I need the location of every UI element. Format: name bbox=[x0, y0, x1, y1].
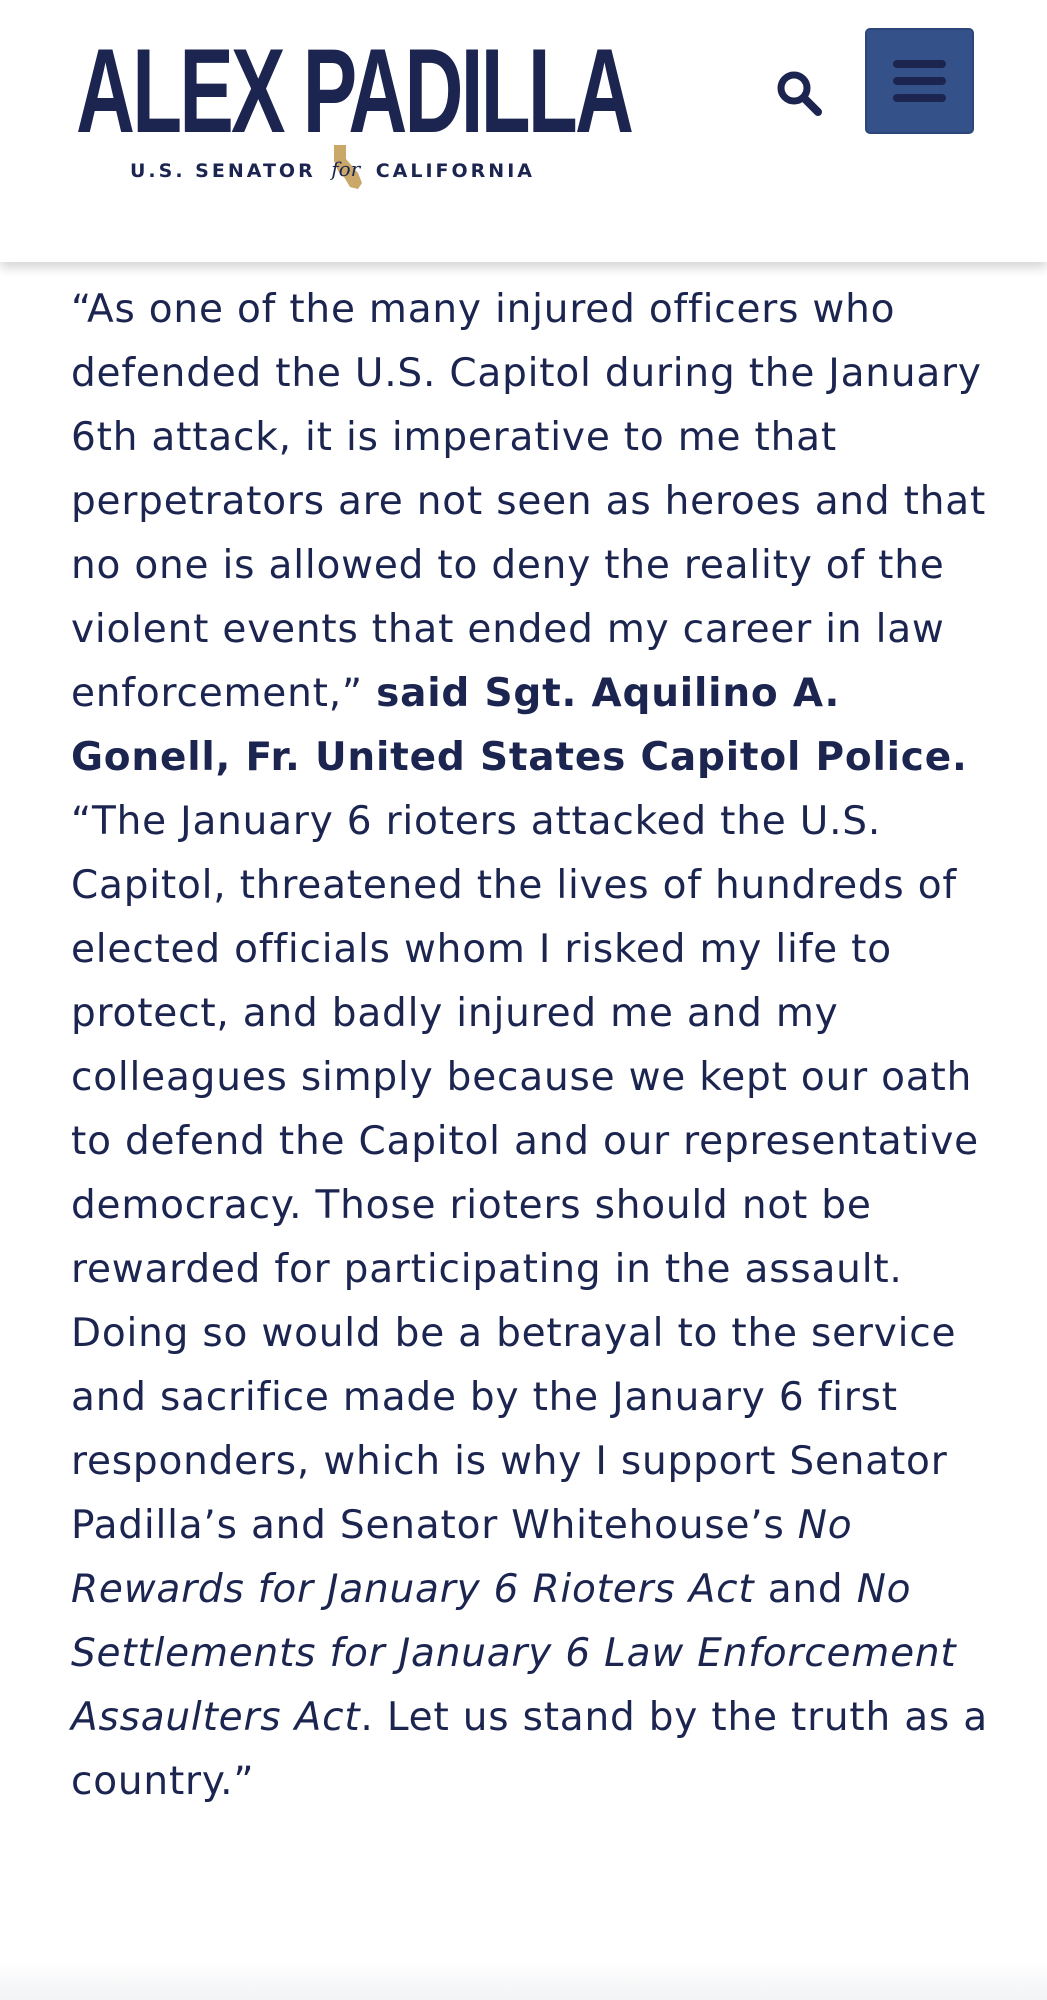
quote-end: . Let us stand by the truth as a country.” bbox=[71, 1695, 988, 1804]
site-logo[interactable] bbox=[76, 24, 632, 196]
logo-for-text: for bbox=[331, 157, 361, 181]
quote-attribution: said Sgt. Aquilino A. Gonell, Fr. United States Capitol Police. bbox=[71, 671, 968, 780]
site-header bbox=[0, 0, 1047, 262]
quote-and: and bbox=[754, 1567, 857, 1612]
quote-paragraph bbox=[71, 278, 991, 1814]
search-button[interactable] bbox=[774, 68, 826, 120]
logo-for-mark bbox=[322, 151, 370, 191]
logo-name: ALEX PADILLA bbox=[76, 24, 632, 158]
hamburger-menu-icon bbox=[867, 30, 972, 132]
logo-subtitle bbox=[130, 151, 535, 191]
menu-button[interactable] bbox=[865, 28, 974, 134]
quote-part-2: “The January 6 rioters attacked the U.S. Capitol, threatened the lives of hundreds of elected officials whom I risked my life to protect, and badly injured me and my colleagues simply because we kept our oath to defend the Capitol and our representative democracy. Those rioters should not be rewarded for participating in the assault. Doing so would be a betrayal to the service and sacrifice made by the January 6 first responders, which is why I support Senator Padilla’s and Senator Whitehouse’s bbox=[71, 799, 979, 1548]
search-icon bbox=[774, 68, 826, 120]
logo-subtitle-right: CALIFORNIA bbox=[375, 160, 535, 182]
bottom-fade bbox=[0, 1960, 1047, 2000]
logo-subtitle-left: U.S. SENATOR bbox=[130, 160, 316, 182]
act-title-no-settlements: No Settlements for January 6 Law Enforcement Assaulters Act bbox=[71, 1567, 957, 1740]
quote-part-1: “As one of the many injured officers who defended the U.S. Capitol during the January 6th attack, it is imperative to me that perpetrators are not seen as heroes and that no one is allowed to deny the reality of the violent events that ended my career in law enforcement,” bbox=[71, 287, 987, 716]
act-title-no-rewards: No Rewards for January 6 Rioters Act bbox=[71, 1503, 853, 1612]
article-body bbox=[71, 278, 991, 1814]
